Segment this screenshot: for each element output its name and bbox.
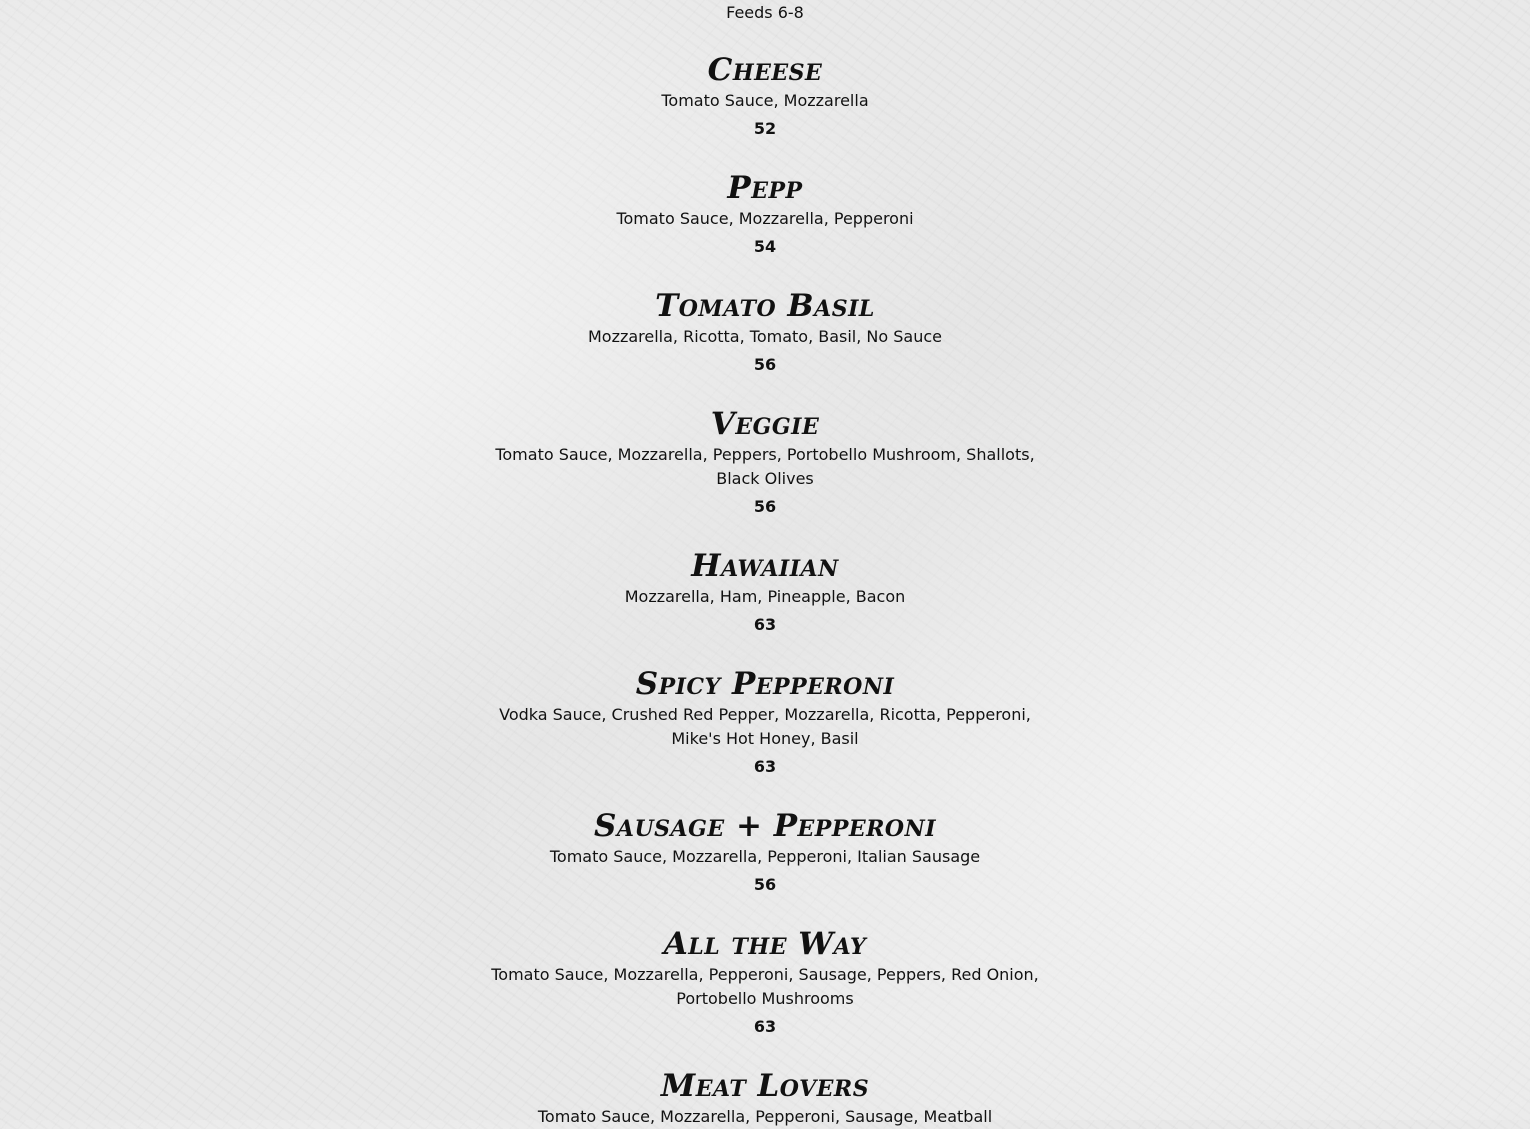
menu-item-sausage-pepperoni xyxy=(465,809,1065,895)
item-price: 56 xyxy=(753,875,777,894)
item-description: Mozzarella, Ricotta, Tomato, Basil, No Sauce xyxy=(587,327,943,346)
item-name: Veggie xyxy=(710,406,820,442)
menu-item-meat-lovers xyxy=(465,1069,1065,1129)
item-description: Vodka Sauce, Crushed Red Pepper, Mozzarella, Ricotta, Pepperoni, Mike's Hot Honey, Basil xyxy=(499,705,1031,748)
item-name: All the Way xyxy=(663,926,867,962)
item-name: Spicy Pepperoni xyxy=(635,666,895,702)
item-description: Tomato Sauce, Mozzarella, Pepperoni, Sausage, Meatball xyxy=(537,1107,993,1126)
menu-item-spicy-pepperoni xyxy=(465,667,1065,777)
item-price: 56 xyxy=(753,355,777,374)
item-description: Tomato Sauce, Mozzarella, Pepperoni xyxy=(616,209,914,228)
item-price: 54 xyxy=(753,237,777,256)
feeds-note: Feeds 6-8 xyxy=(726,3,804,22)
item-price: 63 xyxy=(753,615,777,634)
menu-item-tomato-basil xyxy=(465,289,1065,375)
menu-item-hawaiian xyxy=(465,549,1065,635)
item-name: Pepp xyxy=(727,170,803,206)
item-description: Tomato Sauce, Mozzarella, Pepperoni, Sausage, Peppers, Red Onion, Portobello Mushrooms xyxy=(491,965,1039,1008)
item-name: Meat Lovers xyxy=(660,1068,870,1104)
menu-item-cheese xyxy=(465,53,1065,139)
item-description: Tomato Sauce, Mozzarella, Pepperoni, Italian Sausage xyxy=(549,847,981,866)
item-price: 56 xyxy=(753,497,777,516)
item-description: Mozzarella, Ham, Pineapple, Bacon xyxy=(624,587,906,606)
item-name: Cheese xyxy=(707,52,823,88)
item-price: 52 xyxy=(753,119,777,138)
menu-item-veggie xyxy=(465,407,1065,517)
item-price: 63 xyxy=(753,757,777,776)
item-price: 63 xyxy=(753,1017,777,1036)
item-description: Tomato Sauce, Mozzarella xyxy=(661,91,869,110)
item-description: Tomato Sauce, Mozzarella, Peppers, Portobello Mushroom, Shallots, Black Olives xyxy=(495,445,1035,488)
item-name: Sausage + Pepperoni xyxy=(594,808,936,844)
item-name: Hawaiian xyxy=(691,548,839,584)
menu-item-all-the-way xyxy=(465,927,1065,1037)
item-name: Tomato Basil xyxy=(655,288,875,324)
menu-item-pepp xyxy=(465,171,1065,257)
